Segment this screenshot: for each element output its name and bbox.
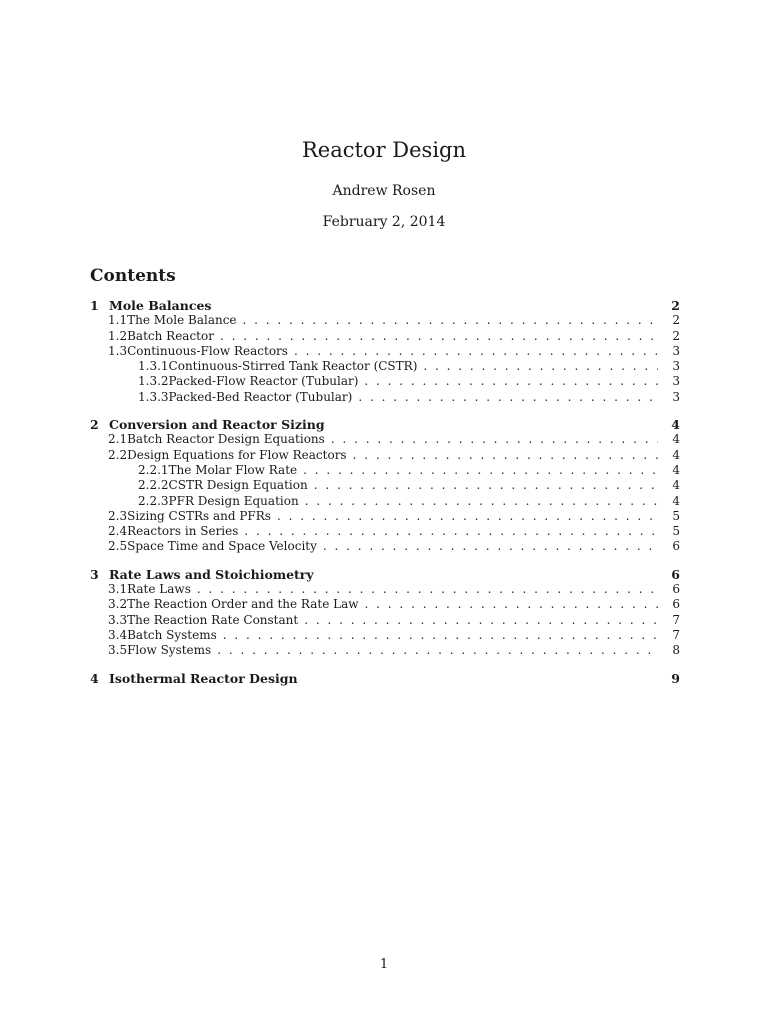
table-of-contents xyxy=(90,298,680,698)
toc-dot-leader xyxy=(364,374,658,389)
toc-section-group xyxy=(90,298,680,405)
toc-subsubsection-entry[interactable] xyxy=(90,390,680,405)
toc-entry-page: 3 xyxy=(672,374,680,389)
toc-entry-label: The Reaction Rate Constant xyxy=(127,612,299,627)
toc-dot-leader xyxy=(220,329,658,344)
toc-dot-leader xyxy=(323,539,658,554)
contents-heading: Contents xyxy=(90,266,176,286)
toc-subsection-entry[interactable] xyxy=(90,539,680,554)
toc-section-group xyxy=(90,671,680,686)
toc-dot-leader xyxy=(304,613,658,628)
toc-entry-label: Batch Systems xyxy=(127,627,217,642)
toc-entry-label: The Reaction Order and the Rate Law xyxy=(127,597,359,612)
toc-entry-page: 3 xyxy=(672,389,680,404)
toc-entry-number: 2.5 xyxy=(108,539,128,554)
toc-subsection-entry[interactable] xyxy=(90,448,680,463)
toc-entry-page: 3 xyxy=(672,343,680,358)
toc-subsubsection-entry[interactable] xyxy=(90,374,680,389)
toc-entry-number: 3.3 xyxy=(108,612,128,627)
toc-entry-page: 5 xyxy=(672,508,680,523)
document-date: February 2, 2014 xyxy=(322,214,446,230)
toc-entry-label: Batch Reactor Design Equations xyxy=(127,432,325,447)
toc-subsection-entry[interactable] xyxy=(90,329,680,344)
toc-entry-label: Design Equations for Flow Reactors xyxy=(127,447,347,462)
toc-entry-page: 7 xyxy=(672,612,680,627)
toc-entry-page: 6 xyxy=(672,539,680,554)
toc-entry-label: Space Time and Space Velocity xyxy=(127,539,317,554)
toc-entry-number: 2.2.1 xyxy=(138,462,169,477)
toc-entry-page: 2 xyxy=(672,328,680,343)
toc-entry-page: 5 xyxy=(672,524,680,539)
toc-entry-number: 2.2.3 xyxy=(138,493,169,508)
toc-section-label: Conversion and Reactor Sizing xyxy=(109,417,325,433)
toc-subsection-entry[interactable] xyxy=(90,344,680,359)
toc-entry-number: 1.2 xyxy=(108,328,128,343)
toc-subsection-entry[interactable] xyxy=(90,597,680,612)
toc-entry-label: PFR Design Equation xyxy=(168,493,299,508)
toc-entry-label: CSTR Design Equation xyxy=(168,478,308,493)
toc-dot-leader xyxy=(358,390,658,405)
toc-subsubsection-entry[interactable] xyxy=(90,359,680,374)
toc-entry-label: Packed-Bed Reactor (Tubular) xyxy=(168,389,353,404)
toc-section-page: 4 xyxy=(671,417,680,433)
toc-section-label: Rate Laws and Stoichiometry xyxy=(109,566,314,582)
toc-subsection-entry[interactable] xyxy=(90,582,680,597)
toc-section-number: 3 xyxy=(90,566,99,582)
toc-dot-leader xyxy=(305,494,658,509)
toc-dot-leader xyxy=(303,463,658,478)
toc-entry-number: 2.2.2 xyxy=(138,478,169,493)
toc-section-page: 2 xyxy=(671,298,680,313)
toc-entry-number: 1.3.2 xyxy=(138,374,169,389)
toc-entry-page: 4 xyxy=(672,462,680,477)
toc-entry-label: Flow Systems xyxy=(127,643,212,658)
toc-section-group xyxy=(90,417,680,555)
toc-section-entry[interactable] xyxy=(90,567,680,582)
toc-entry-page: 4 xyxy=(672,447,680,462)
toc-section-number: 1 xyxy=(90,298,99,313)
toc-entry-number: 3.4 xyxy=(108,627,128,642)
toc-entry-label: The Molar Flow Rate xyxy=(168,462,298,477)
toc-subsubsection-entry[interactable] xyxy=(90,478,680,493)
toc-section-number: 2 xyxy=(90,417,99,433)
toc-dot-leader xyxy=(365,597,658,612)
toc-dot-leader xyxy=(223,628,658,643)
toc-entry-page: 4 xyxy=(672,478,680,493)
toc-entry-label: The Mole Balance xyxy=(127,313,237,328)
toc-dot-leader xyxy=(243,313,658,328)
toc-entry-page: 6 xyxy=(672,597,680,612)
toc-entry-label: Rate Laws xyxy=(127,582,191,597)
toc-entry-page: 6 xyxy=(672,582,680,597)
toc-dot-leader xyxy=(197,582,658,597)
toc-subsection-entry[interactable] xyxy=(90,628,680,643)
page-number: 1 xyxy=(379,957,389,972)
toc-entry-label: Continuous-Stirred Tank Reactor (CSTR) xyxy=(168,359,418,374)
toc-entry-page: 4 xyxy=(672,432,680,447)
toc-dot-leader xyxy=(353,448,658,463)
toc-section-number: 4 xyxy=(90,670,99,686)
toc-subsection-entry[interactable] xyxy=(90,643,680,658)
toc-entry-number: 1.3.1 xyxy=(138,359,169,374)
toc-entry-number: 2.1 xyxy=(108,432,128,447)
toc-entry-number: 3.2 xyxy=(108,597,128,612)
toc-subsection-entry[interactable] xyxy=(90,613,680,628)
toc-dot-leader xyxy=(217,643,658,658)
toc-entry-page: 7 xyxy=(672,627,680,642)
toc-subsection-entry[interactable] xyxy=(90,432,680,447)
toc-dot-leader xyxy=(294,344,658,359)
toc-entry-label: Packed-Flow Reactor (Tubular) xyxy=(168,374,359,389)
toc-subsection-entry[interactable] xyxy=(90,524,680,539)
toc-entry-number: 2.3 xyxy=(108,508,128,523)
toc-subsubsection-entry[interactable] xyxy=(90,463,680,478)
toc-section-entry[interactable] xyxy=(90,298,680,313)
toc-entry-label: Continuous-Flow Reactors xyxy=(127,343,288,358)
toc-section-group xyxy=(90,567,680,659)
toc-entry-page: 3 xyxy=(672,359,680,374)
toc-section-page: 6 xyxy=(671,566,680,582)
toc-dot-leader xyxy=(244,524,658,539)
toc-entry-page: 2 xyxy=(672,313,680,328)
toc-entry-number: 1.3.3 xyxy=(138,389,169,404)
toc-entry-number: 1.3 xyxy=(108,343,128,358)
toc-entry-label: Batch Reactor xyxy=(127,328,214,343)
toc-entry-page: 8 xyxy=(672,643,680,658)
toc-section-entry[interactable] xyxy=(90,417,680,432)
toc-section-entry[interactable] xyxy=(90,671,680,686)
toc-subsubsection-entry[interactable] xyxy=(90,494,680,509)
document-title: Reactor Design xyxy=(301,138,467,162)
toc-section-page: 9 xyxy=(671,670,680,686)
toc-dot-leader xyxy=(277,509,658,524)
toc-entry-label: Reactors in Series xyxy=(127,524,239,539)
toc-entry-number: 2.2 xyxy=(108,447,128,462)
toc-entry-number: 2.4 xyxy=(108,524,128,539)
toc-entry-number: 3.1 xyxy=(108,582,128,597)
toc-entry-number: 1.1 xyxy=(108,313,128,328)
toc-subsection-entry[interactable] xyxy=(90,313,680,328)
document-author: Andrew Rosen xyxy=(332,183,436,199)
toc-subsection-entry[interactable] xyxy=(90,509,680,524)
toc-dot-leader xyxy=(331,432,658,447)
toc-entry-page: 4 xyxy=(672,493,680,508)
toc-dot-leader xyxy=(314,478,658,493)
toc-section-label: Mole Balances xyxy=(109,298,212,313)
toc-entry-number: 3.5 xyxy=(108,643,128,658)
toc-entry-label: Sizing CSTRs and PFRs xyxy=(127,508,271,523)
toc-section-label: Isothermal Reactor Design xyxy=(109,670,298,686)
toc-dot-leader xyxy=(423,359,658,374)
